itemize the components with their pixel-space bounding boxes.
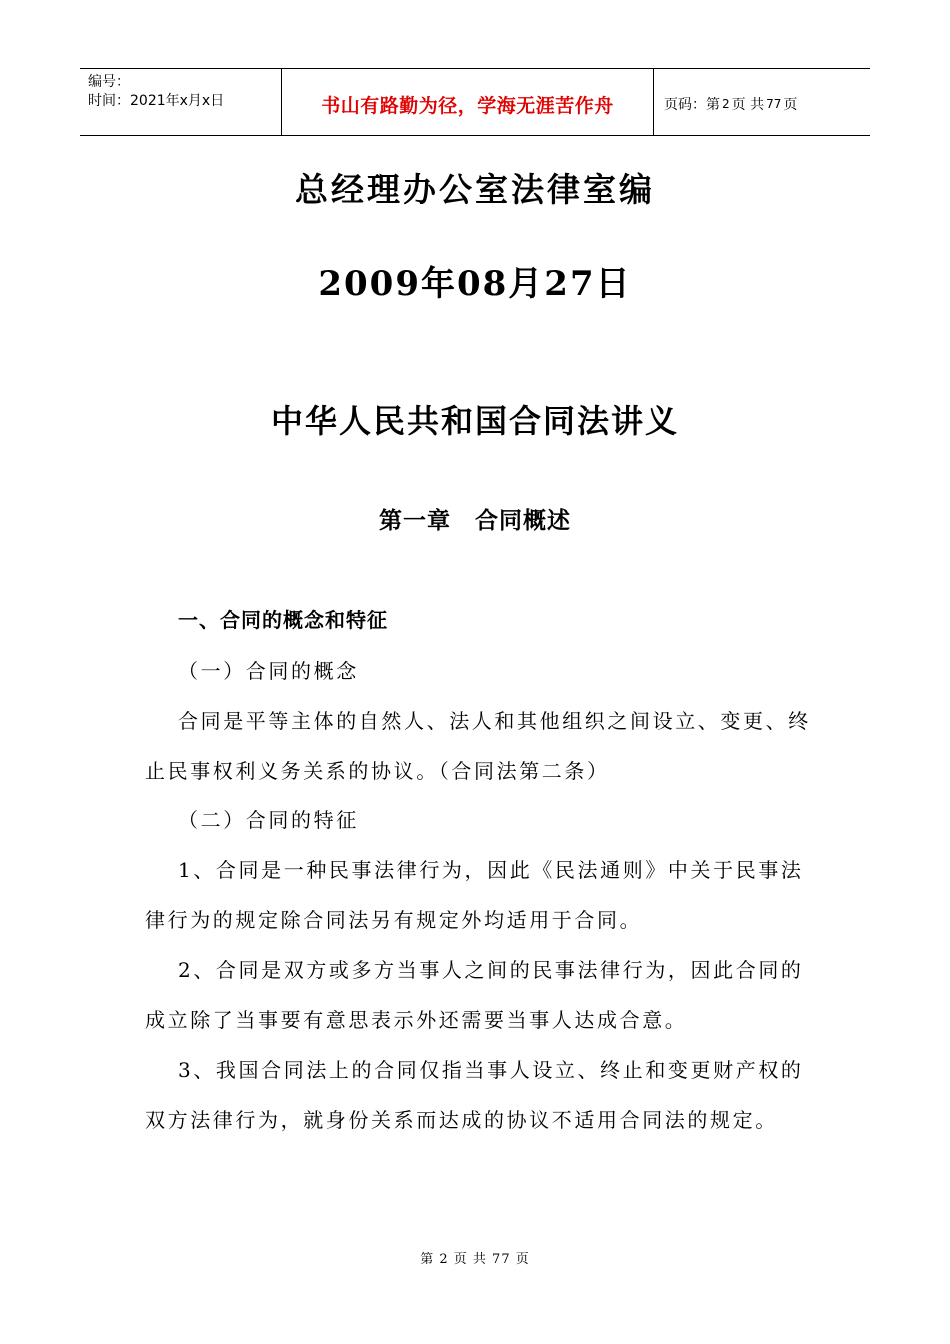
page-prefix: 页码：第 [664, 97, 720, 113]
paragraph-line: 合同是平等主体的自然人、法人和其他组织之间设立、变更、终 [178, 709, 811, 733]
paragraph-line: 止民事权利义务关系的协议。（合同法第二条） [145, 759, 610, 783]
page-current: 2 [722, 97, 730, 111]
paragraph-line: 双方法律行为，就身份关系而达成的协议不适用合同法的规定。 [145, 1108, 778, 1132]
page-header [80, 68, 870, 136]
paragraph-line: 2、合同是双方或多方当事人之间的民事法律行为，因此合同的 [178, 958, 804, 982]
paragraph-line: 律行为的规定除合同法另有规定外均适用于合同。 [145, 908, 643, 932]
section-heading: 一、合同的概念和特征 [178, 608, 388, 632]
header-page-cell [654, 69, 870, 135]
paragraph-line: 3、我国合同法上的合同仅指当事人设立、终止和变更财产权的 [178, 1058, 804, 1082]
page-mid: 页 共 [731, 97, 765, 113]
motto-text: 书山有路勤为径，学海无涯苦作舟 [321, 94, 614, 117]
office-title: 总经理办公室法律室编 [295, 170, 655, 209]
paragraph-line: 成立除了当事要有意思表示外还需要当事人达成合意。 [145, 1008, 688, 1032]
header-motto-cell [282, 69, 654, 135]
date-label: 时间：2021年x月x日 [88, 93, 225, 109]
subsection-heading: （二）合同的特征 [178, 808, 359, 832]
chapter-title: 第一章 合同概述 [379, 507, 571, 534]
document-date: 2009年08月27日 [318, 264, 632, 304]
subsection-heading: （一）合同的概念 [178, 659, 359, 683]
page-footer: 第 2 页 共 77 页 [420, 1252, 530, 1267]
page-suffix: 页 [783, 97, 798, 113]
main-title: 中华人民共和国合同法讲义 [270, 402, 679, 440]
page-total: 77 [766, 97, 782, 111]
serial-number-label: 编号： [88, 74, 130, 90]
paragraph-line: 1、合同是一种民事法律行为，因此《民法通则》中关于民事法 [178, 858, 804, 882]
header-meta-cell [80, 69, 282, 135]
